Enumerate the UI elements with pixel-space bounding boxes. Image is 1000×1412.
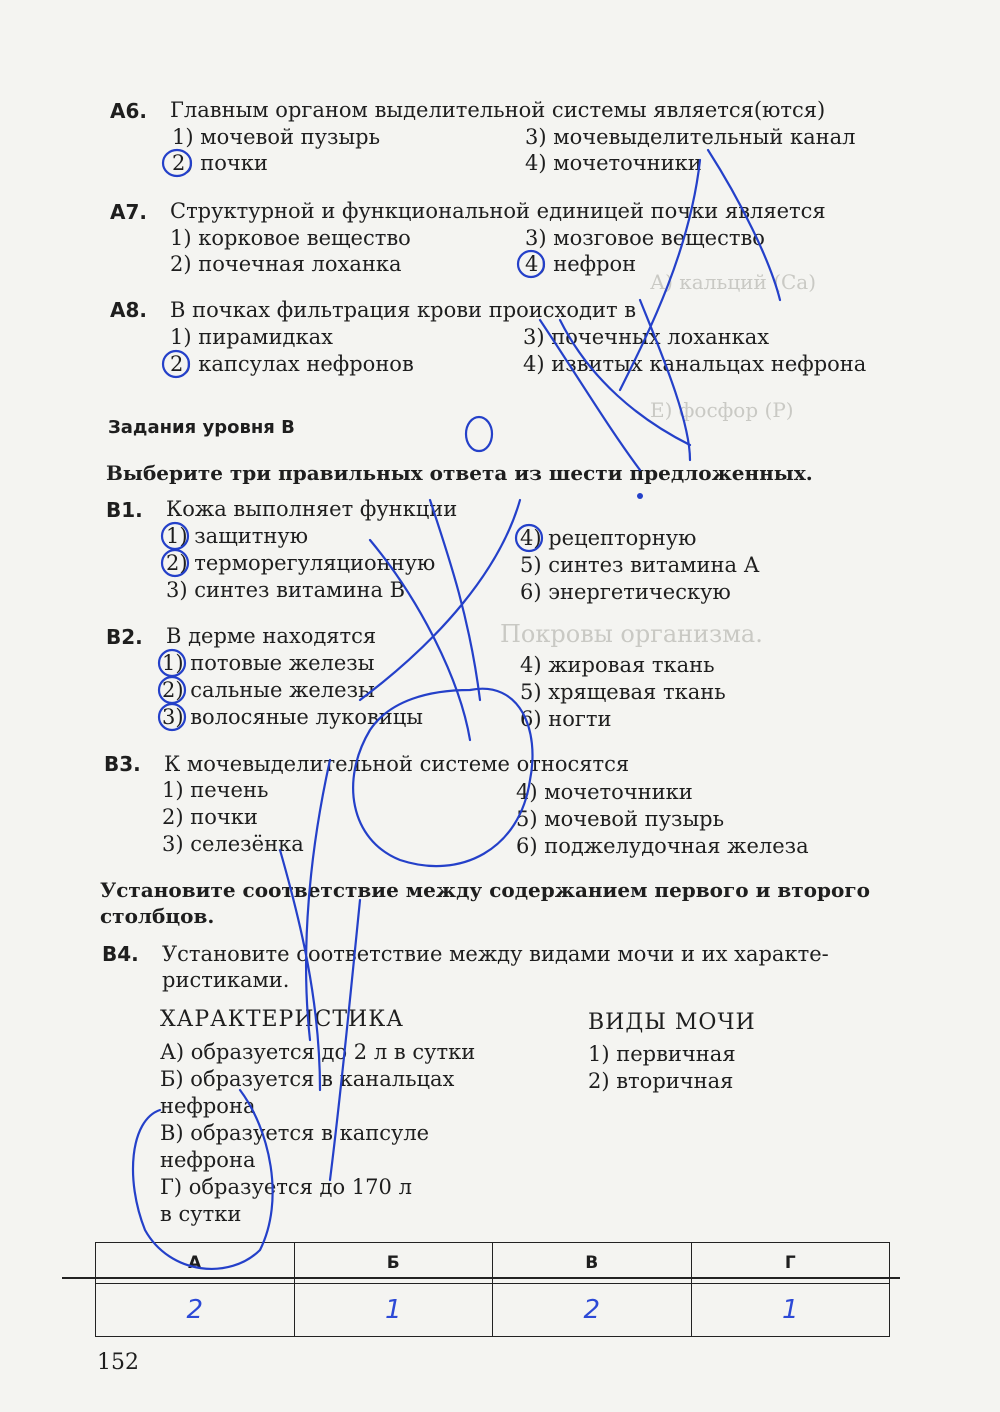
answer-option: 2) сальные железы bbox=[162, 678, 375, 702]
question-number: B2. bbox=[106, 625, 143, 649]
question-text: Кожа выполняет функции bbox=[166, 497, 458, 521]
answer-option: 4) мочеточники bbox=[525, 151, 702, 175]
answer-option: 4) нефрон bbox=[525, 252, 637, 276]
answer-cell[interactable]: 2 bbox=[96, 1284, 295, 1337]
page-number: 152 bbox=[97, 1350, 139, 1375]
characteristic-item: в сутки bbox=[160, 1202, 242, 1226]
answer-cell[interactable]: 1 bbox=[691, 1284, 890, 1337]
question-number: B4. bbox=[102, 942, 139, 966]
answer-option: 6) ногти bbox=[520, 707, 612, 731]
answer-option: 1) потовые железы bbox=[162, 651, 375, 675]
column-header-urine-types: ВИДЫ МОЧИ bbox=[588, 1010, 756, 1035]
question-text: ристиками. bbox=[162, 968, 290, 992]
answer-cell[interactable]: 1 bbox=[294, 1284, 493, 1337]
column-header-characteristic: ХАРАКТЕРИСТИКА bbox=[160, 1007, 404, 1032]
answer-cell[interactable]: 2 bbox=[493, 1284, 692, 1337]
instruction-text: Выберите три правильных ответа из шести предложенных. bbox=[106, 461, 813, 485]
characteristic-item: В) образуется в капсуле bbox=[160, 1121, 430, 1145]
answer-option: 1) пирамидках bbox=[170, 325, 333, 349]
urine-type-item: 2) вторичная bbox=[588, 1069, 734, 1093]
pen-scribble bbox=[466, 417, 492, 451]
answer-table-header: А bbox=[96, 1243, 295, 1284]
answer-option: 2) почки bbox=[172, 151, 268, 175]
answer-option: 5) синтез витамина А bbox=[520, 553, 760, 577]
question-number: A6. bbox=[110, 99, 147, 123]
question-number: B3. bbox=[104, 752, 141, 776]
question-number: A7. bbox=[110, 200, 147, 224]
pen-scribble bbox=[360, 500, 520, 740]
question-text: К мочевыделительной системе относятся bbox=[164, 752, 630, 776]
characteristic-item: Г) образуется до 170 л bbox=[160, 1175, 412, 1199]
answer-option: 5) мочевой пузырь bbox=[516, 807, 725, 831]
answer-option: 3) мозговое вещество bbox=[525, 226, 765, 250]
characteristic-item: Б) образуется в канальцах bbox=[160, 1067, 455, 1091]
characteristic-item: А) образуется до 2 л в сутки bbox=[160, 1040, 476, 1064]
question-text: В почках фильтрация крови происходит в bbox=[170, 298, 637, 322]
answer-option: 1) мочевой пузырь bbox=[172, 125, 381, 149]
answer-option: 4) извитых канальцах нефрона bbox=[523, 352, 867, 376]
question-text: Структурной и функциональной единицей почки является bbox=[170, 199, 826, 223]
instruction-text: столбцов. bbox=[100, 904, 215, 928]
answer-table-header: Б bbox=[294, 1243, 493, 1284]
bleed-through-text: Е) фосфор (P) bbox=[650, 398, 794, 422]
question-text: Главным органом выделительной системы является(ются) bbox=[170, 98, 826, 122]
answer-option: 2) почки bbox=[162, 805, 258, 829]
answer-option: 3) мочевыделительный канал bbox=[525, 125, 856, 149]
bleed-through-text: Покровы организма. bbox=[500, 620, 763, 648]
answer-option: 3) селезёнка bbox=[162, 832, 304, 856]
answer-option: 5) хрящевая ткань bbox=[520, 680, 726, 704]
pen-dot bbox=[637, 493, 643, 499]
answer-table-row bbox=[96, 1284, 890, 1337]
answer-option: 2) почечная лоханка bbox=[170, 252, 402, 276]
answer-table-header: Г bbox=[691, 1243, 890, 1284]
answer-option: 6) поджелудочная железа bbox=[516, 834, 809, 858]
answer-option: 1) защитную bbox=[166, 524, 308, 548]
question-text: Установите соответствие между видами мочи и их характе- bbox=[162, 942, 829, 966]
answer-option: 1) корковое вещество bbox=[170, 226, 411, 250]
answer-option: 1) печень bbox=[162, 778, 269, 802]
horizontal-rule bbox=[62, 1277, 900, 1279]
urine-type-item: 1) первичная bbox=[588, 1042, 736, 1066]
answer-table-header: В bbox=[493, 1243, 692, 1284]
answer-option: 3) синтез витамина В bbox=[166, 578, 406, 602]
section-title: Задания уровня В bbox=[108, 417, 295, 438]
answer-option: 3) волосяные луковицы bbox=[162, 705, 424, 729]
answer-option: 4) рецепторную bbox=[520, 526, 697, 550]
answer-option: 4) жировая ткань bbox=[520, 653, 715, 677]
answer-option: 2) терморегуляционную bbox=[166, 551, 436, 575]
answer-table bbox=[95, 1242, 890, 1337]
bleed-through-text: А) кальций (Ca) bbox=[650, 270, 817, 294]
characteristic-item: нефрона bbox=[160, 1094, 256, 1118]
answer-option: 4) мочеточники bbox=[516, 780, 693, 804]
question-text: В дерме находятся bbox=[166, 624, 377, 648]
answer-option: 6) энергетическую bbox=[520, 580, 731, 604]
instruction-text: Установите соответствие между содержанием первого и второго bbox=[100, 878, 870, 902]
answer-option: 3) почечных лоханках bbox=[523, 325, 770, 349]
question-number: A8. bbox=[110, 298, 147, 322]
pen-scribble bbox=[280, 760, 360, 1180]
characteristic-item: нефрона bbox=[160, 1148, 256, 1172]
answer-option: 2) капсулах нефронов bbox=[170, 352, 414, 376]
question-number: B1. bbox=[106, 498, 143, 522]
